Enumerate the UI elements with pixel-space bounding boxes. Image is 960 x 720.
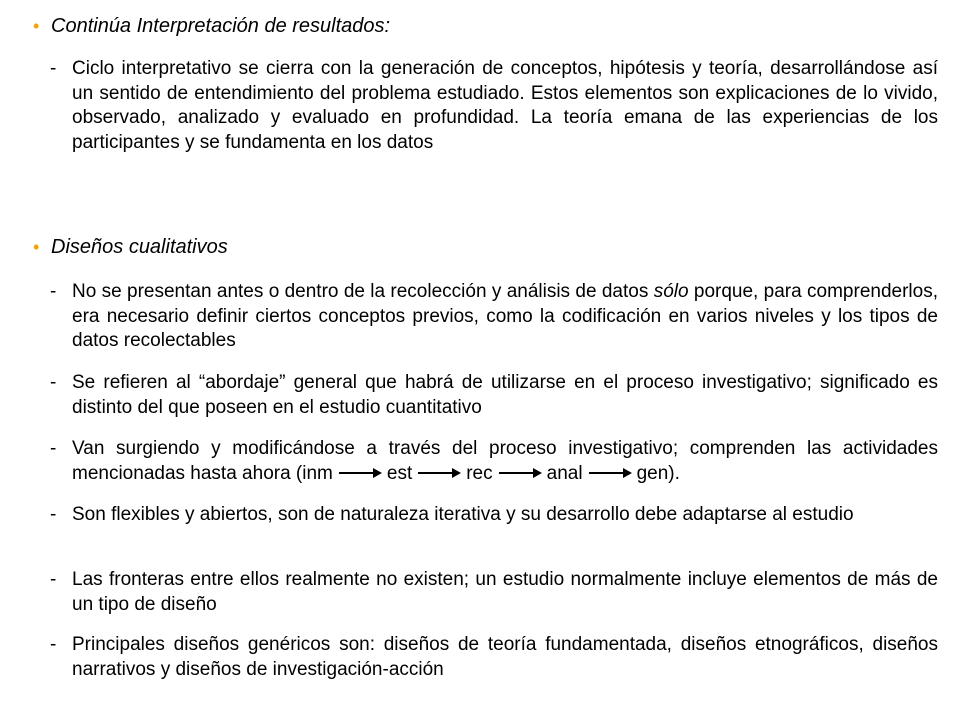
list-item-approach xyxy=(50,371,938,420)
list-item-flexible xyxy=(50,503,938,528)
item-text: Principales diseños genéricos son: diseños de teoría fundamentada, diseños etnográficos, diseños narrativos y diseños de investigación-acción xyxy=(72,634,938,680)
arrow-right-icon xyxy=(337,466,383,480)
dash-marker: - xyxy=(50,569,57,590)
list-item-main-designs xyxy=(50,633,938,682)
item-text xyxy=(72,437,938,486)
dash-marker: - xyxy=(50,281,57,302)
process-step-est: est xyxy=(386,462,413,484)
dash-marker: - xyxy=(50,438,57,459)
item-text: Ciclo interpretativo se cierra con la generación de conceptos, hipótesis y teoría, desarrollándose así un sentido de entendimiento del problema estudiado. Estos elementos son explicaciones de lo vivido, observado, analizado y evaluado en profundidad. La teoría emana de las experiencias de los participantes y se fundamenta en los datos xyxy=(72,58,938,153)
process-step-rec: rec xyxy=(466,462,493,484)
list-item-not-presented-before xyxy=(50,280,938,354)
item-text-after: porque, para comprenderlos, era necesario definir ciertos conceptos previos, como la codificación en varios niveles y los tipos de datos recolectables xyxy=(72,281,938,351)
arrow-right-icon xyxy=(416,466,462,480)
arrow-right-icon xyxy=(587,466,633,480)
arrow-right-icon xyxy=(497,466,543,480)
list-item-emerging-designs xyxy=(50,437,938,486)
list-item-interpretive-cycle xyxy=(50,57,938,155)
section-heading-interpretation xyxy=(33,14,390,38)
bullet-icon: • xyxy=(33,16,40,36)
item-text xyxy=(72,280,938,354)
dash-marker: - xyxy=(50,372,57,393)
process-step-gen: gen). xyxy=(636,462,680,484)
item-text-emphasis: sólo xyxy=(653,281,689,302)
item-text-before: No se presentan antes o dentro de la recolección y análisis de datos xyxy=(72,281,654,302)
list-item-boundaries xyxy=(50,568,938,617)
dash-marker: - xyxy=(50,634,57,655)
bullet-icon: • xyxy=(33,237,40,257)
item-text: Son flexibles y abiertos, son de naturaleza iterativa y su desarrollo debe adaptarse al estudio xyxy=(72,504,854,525)
dash-marker: - xyxy=(50,504,57,525)
dash-marker: - xyxy=(50,58,57,79)
item-text-main: Van surgiendo y modificándose a través del proceso investigativo; comprenden las actividades mencionadas hasta ahora (inm xyxy=(72,438,938,484)
heading-text: Continúa Interpretación de resultados: xyxy=(51,15,391,37)
heading-text: Diseños cualitativos xyxy=(51,236,228,258)
item-text: Se refieren al “abordaje” general que habrá de utilizarse en el proceso investigativo; significado es distinto del que poseen en el estudio cuantitativo xyxy=(72,372,938,418)
process-step-anal: anal xyxy=(546,462,583,484)
item-text: Las fronteras entre ellos realmente no existen; un estudio normalmente incluye elementos de más de un tipo de diseño xyxy=(72,569,938,615)
section-heading-qualitative-designs xyxy=(33,235,228,259)
